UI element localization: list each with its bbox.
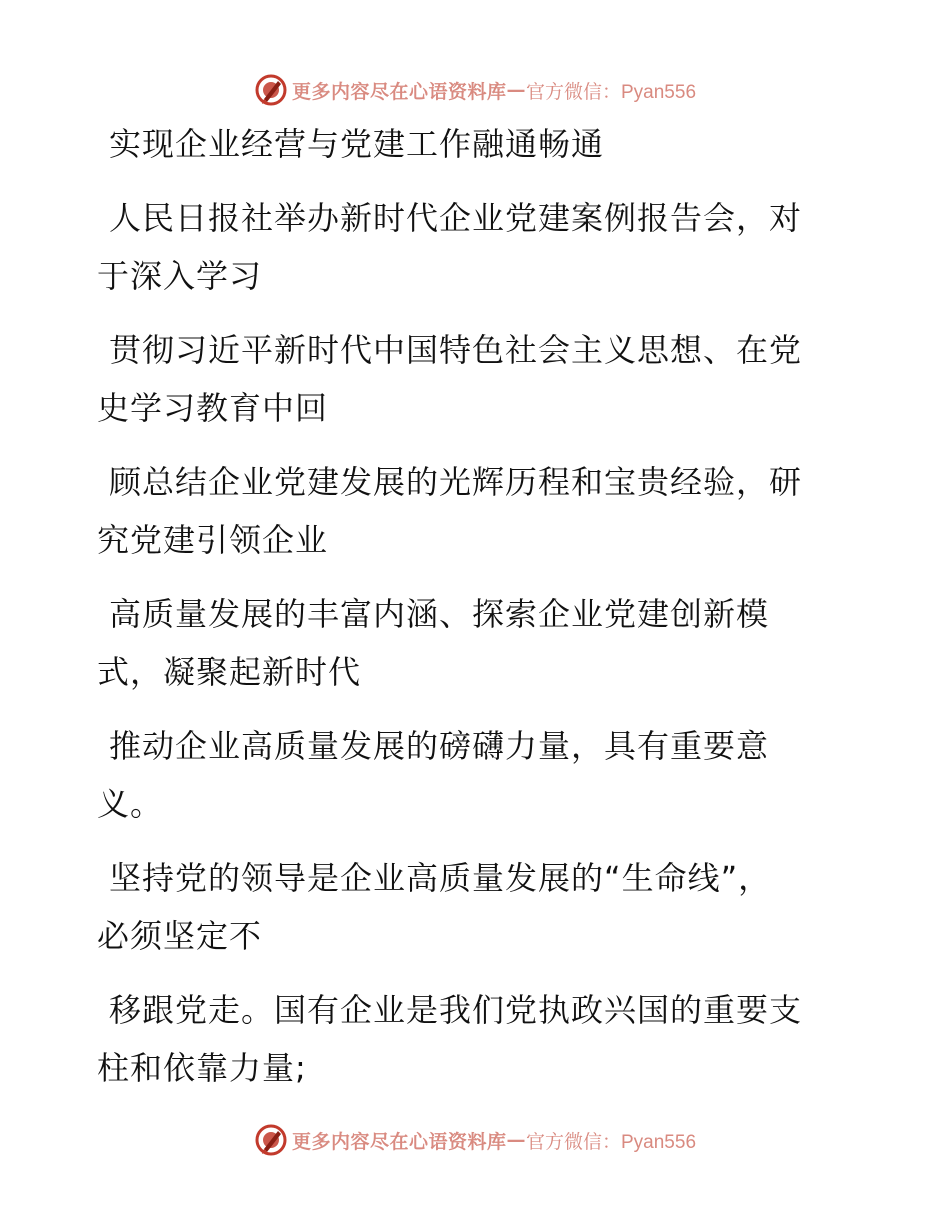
watermark-separator: — (506, 1129, 526, 1151)
paragraph (97, 321, 837, 437)
document-body (97, 115, 837, 1097)
paragraph-line: 贯彻习近平新时代中国特色社会主义思想、在党 (109, 331, 803, 369)
paragraph-line: 推动企业高质量发展的磅礴力量，具有重要意 (109, 727, 770, 765)
pen-logo-icon (254, 1123, 288, 1157)
footer-watermark (0, 1120, 950, 1160)
paragraph (97, 115, 837, 173)
paragraph-line: 究党建引领企业 (97, 521, 329, 559)
paragraph (97, 189, 837, 305)
paragraph-line: 实现企业经营与党建工作融通畅通 (109, 125, 605, 163)
paragraph (97, 849, 837, 965)
paragraph-line: 移跟党走。国有企业是我们党执政兴国的重要支 (109, 991, 803, 1029)
watermark-separator: — (506, 79, 526, 101)
paragraph-line: 高质量发展的丰富内涵、探索企业党建创新模 (109, 595, 770, 633)
paragraph (97, 453, 837, 569)
pen-logo-icon (254, 73, 288, 107)
paragraph-line: 顾总结企业党建发展的光辉历程和宝贵经验，研 (109, 463, 803, 501)
paragraph-line: 义。 (97, 785, 164, 823)
paragraph-line: 式，凝聚起新时代 (97, 653, 362, 691)
paragraph-line: 史学习教育中回 (97, 389, 329, 427)
watermark-brand: 更多内容尽在心语资料库 (291, 1130, 507, 1153)
paragraph-line: 坚持党的领导是企业高质量发展的“生命线”， (109, 859, 772, 897)
paragraph-line: 必须坚定不 (97, 917, 263, 955)
header-watermark (0, 70, 950, 110)
paragraph-line: 柱和依靠力量; (97, 1049, 307, 1087)
paragraph (97, 585, 837, 701)
paragraph (97, 717, 837, 833)
watermark-contact: 官方微信：Pyan556 (526, 1131, 697, 1153)
watermark-brand: 更多内容尽在心语资料库 (291, 80, 507, 103)
paragraph-line: 于深入学习 (97, 257, 263, 295)
paragraph (97, 981, 837, 1097)
watermark-contact: 官方微信：Pyan556 (526, 81, 697, 103)
paragraph-line: 人民日报社举办新时代企业党建案例报告会，对 (109, 199, 803, 237)
